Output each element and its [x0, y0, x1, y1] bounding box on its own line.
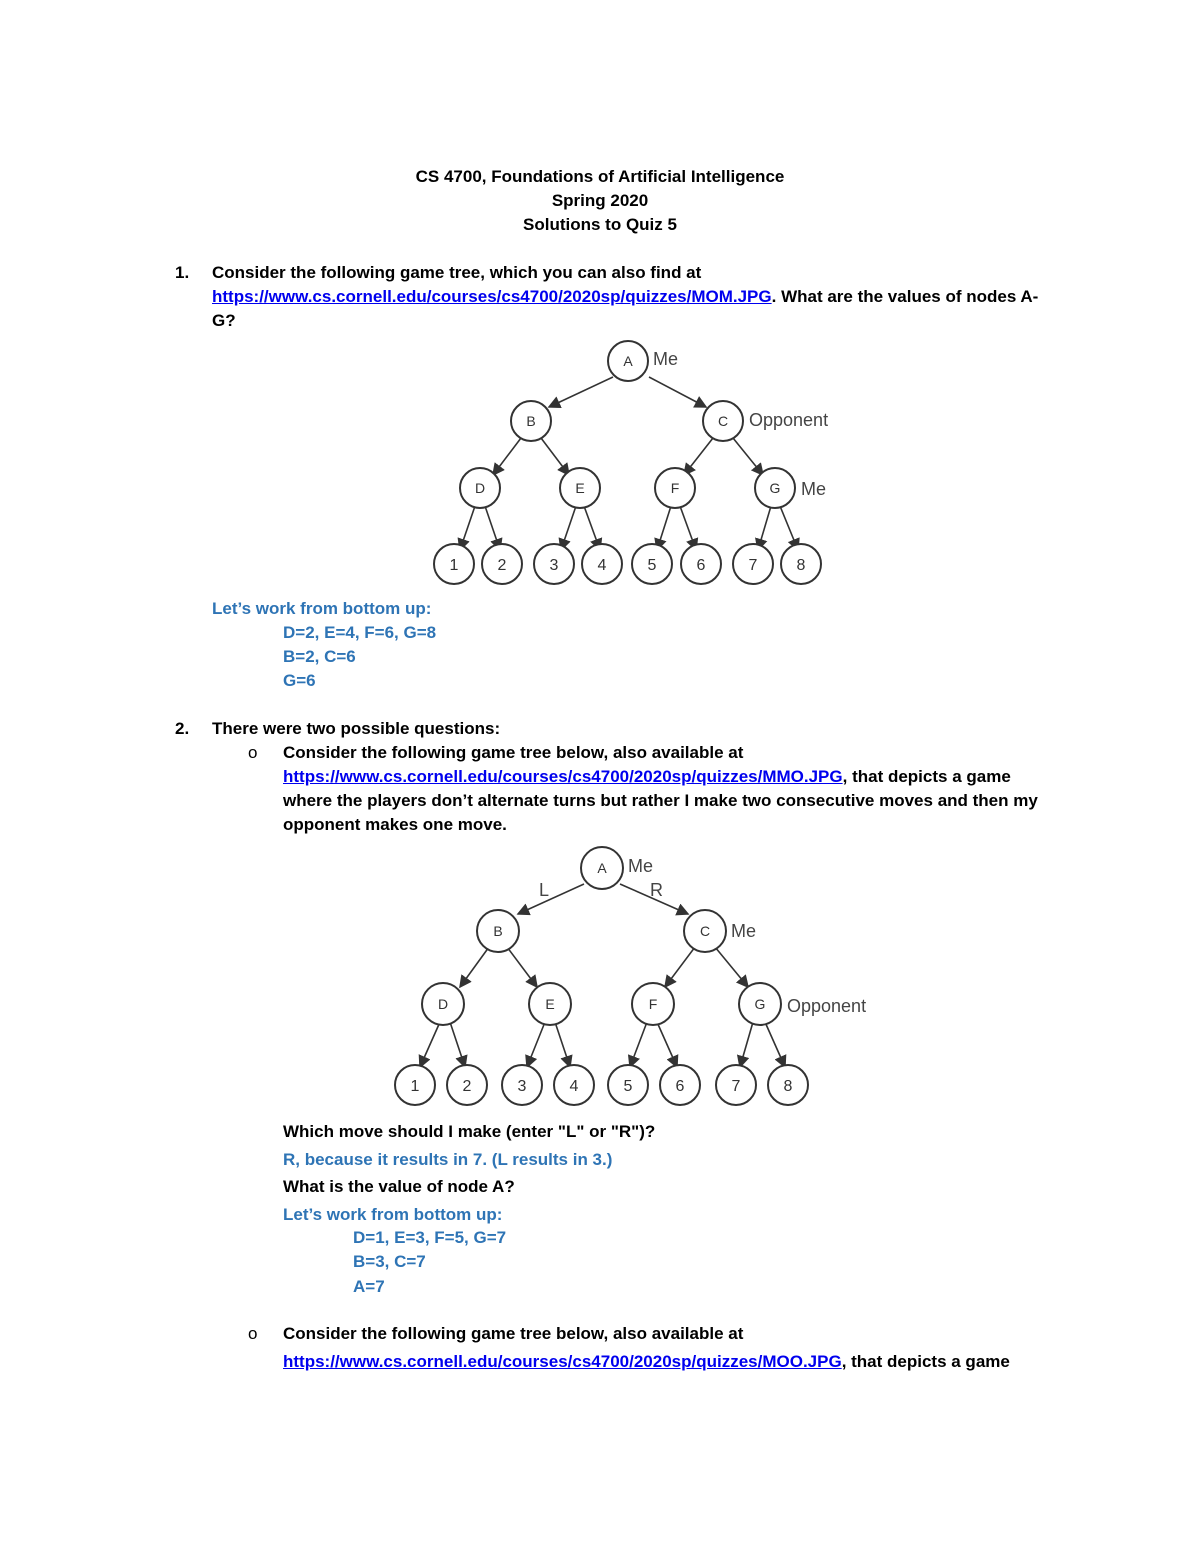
tree1-role-A: Me — [653, 349, 679, 369]
tree1-leaf-label-3: 3 — [549, 557, 559, 574]
tree2-edges — [420, 884, 785, 1067]
q2p1-answer2-intro: Let’s work from bottom up: — [283, 1205, 503, 1224]
q2p1-line3: where the players don’t alternate turns but rather I make two consecutive moves and then my — [283, 791, 1038, 810]
tree2-role-G: Opponent — [787, 996, 867, 1016]
q2p2-link-line — [283, 1350, 1010, 1374]
tree1-leaf-label-2: 2 — [497, 557, 507, 574]
tree2-role-A: Me — [628, 856, 654, 876]
tree2-label-B: B — [493, 923, 503, 939]
q2p1-line4: opponent makes one move. — [283, 815, 507, 834]
q2p1-answer2-line: D=1, E=3, F=5, G=7 — [353, 1228, 507, 1247]
tree1-leaf-label-6: 6 — [696, 557, 706, 574]
q2-bullet: o — [248, 743, 258, 762]
q1-link-line — [212, 285, 1038, 309]
game-tree-1 — [420, 335, 860, 590]
q2-number: 2. — [175, 719, 190, 738]
tree2-label-A: A — [597, 860, 607, 876]
q2p1-question1: Which move should I make (enter "L" or "R")? — [283, 1122, 656, 1141]
tree2-leaf-label-1: 1 — [410, 1078, 420, 1095]
q1-text-b: . What are the values of nodes A- — [771, 287, 1039, 306]
q1-answer-intro: Let’s work from bottom up: — [212, 599, 432, 618]
tree2-edge-R: R — [650, 880, 663, 900]
q1-answer-line: B=2, C=6 — [283, 647, 356, 666]
q1-answer-line: G=6 — [283, 671, 316, 690]
q2p1-link[interactable]: https://www.cs.cornell.edu/courses/cs4700/2020sp/quizzes/MMO.JPG — [283, 767, 843, 786]
tree1-label-G: G — [769, 480, 781, 496]
course-title: CS 4700, Foundations of Artificial Intelligence — [415, 167, 785, 186]
tree1-label-F: F — [670, 480, 680, 496]
q2p1-answer1: R, because it results in 7. (L results in 3.) — [283, 1150, 613, 1169]
tree2-label-F: F — [648, 996, 658, 1012]
tree1-edges — [460, 377, 798, 550]
tree2-edge-L: L — [539, 880, 550, 900]
q2-bullet: o — [248, 1324, 258, 1343]
q2p1-answer2-line: B=3, C=7 — [353, 1252, 426, 1271]
q2p1-line1: Consider the following game tree below, also available at — [283, 743, 744, 762]
tree1-label-A: A — [623, 353, 633, 369]
page-title: Solutions to Quiz 5 — [523, 215, 677, 234]
game-tree-2 — [385, 842, 890, 1112]
q2-intro: There were two possible questions: — [212, 719, 501, 738]
q2p1-question2: What is the value of node A? — [283, 1177, 515, 1196]
tree2-leaf-label-7: 7 — [731, 1078, 741, 1095]
tree1-leaf-label-1: 1 — [449, 557, 459, 574]
tree2-role-C: Me — [731, 921, 757, 941]
q2p2-line2-tail: , that depicts a game — [841, 1352, 1010, 1371]
q1-link[interactable]: https://www.cs.cornell.edu/courses/cs4700/2020sp/quizzes/MOM.JPG — [212, 287, 772, 306]
tree1-role-G: Me — [801, 479, 827, 499]
tree2-leaf-label-4: 4 — [569, 1078, 579, 1095]
tree2-leaf-label-8: 8 — [783, 1078, 793, 1095]
tree2-leaf-label-2: 2 — [462, 1078, 472, 1095]
term: Spring 2020 — [551, 191, 649, 210]
q2p1-link-line — [283, 765, 1011, 789]
q1-answer-line: D=2, E=4, F=6, G=8 — [283, 623, 437, 642]
q2p1-answer2-line: A=7 — [353, 1277, 385, 1296]
q1-text: Consider the following game tree, which you can also find at — [212, 263, 702, 282]
tree1-role-C: Opponent — [749, 410, 829, 430]
q2p2-link[interactable]: https://www.cs.cornell.edu/courses/cs4700/2020sp/quizzes/MOO.JPG — [283, 1352, 842, 1371]
q1-number: 1. — [175, 263, 190, 282]
q1-text-c: G? — [212, 311, 236, 330]
tree1-leaf-label-7: 7 — [748, 557, 758, 574]
tree1-label-C: C — [717, 413, 729, 429]
tree1-label-B: B — [526, 413, 536, 429]
tree2-label-D: D — [437, 996, 449, 1012]
tree1-leaf-label-5: 5 — [647, 557, 657, 574]
tree2-leaf-label-3: 3 — [517, 1078, 527, 1095]
tree1-leaf-label-4: 4 — [597, 557, 607, 574]
q2p1-line2-tail: , that depicts a game — [842, 767, 1011, 786]
tree1-label-D: D — [474, 480, 486, 496]
tree2-label-E: E — [545, 996, 555, 1012]
tree2-leaf-label-6: 6 — [675, 1078, 685, 1095]
tree1-leaf-label-8: 8 — [796, 557, 806, 574]
tree2-label-C: C — [699, 923, 711, 939]
tree2-leaf-label-5: 5 — [623, 1078, 633, 1095]
q2p2-line1: Consider the following game tree below, also available at — [283, 1324, 744, 1343]
tree2-label-G: G — [754, 996, 766, 1012]
tree1-label-E: E — [575, 480, 585, 496]
